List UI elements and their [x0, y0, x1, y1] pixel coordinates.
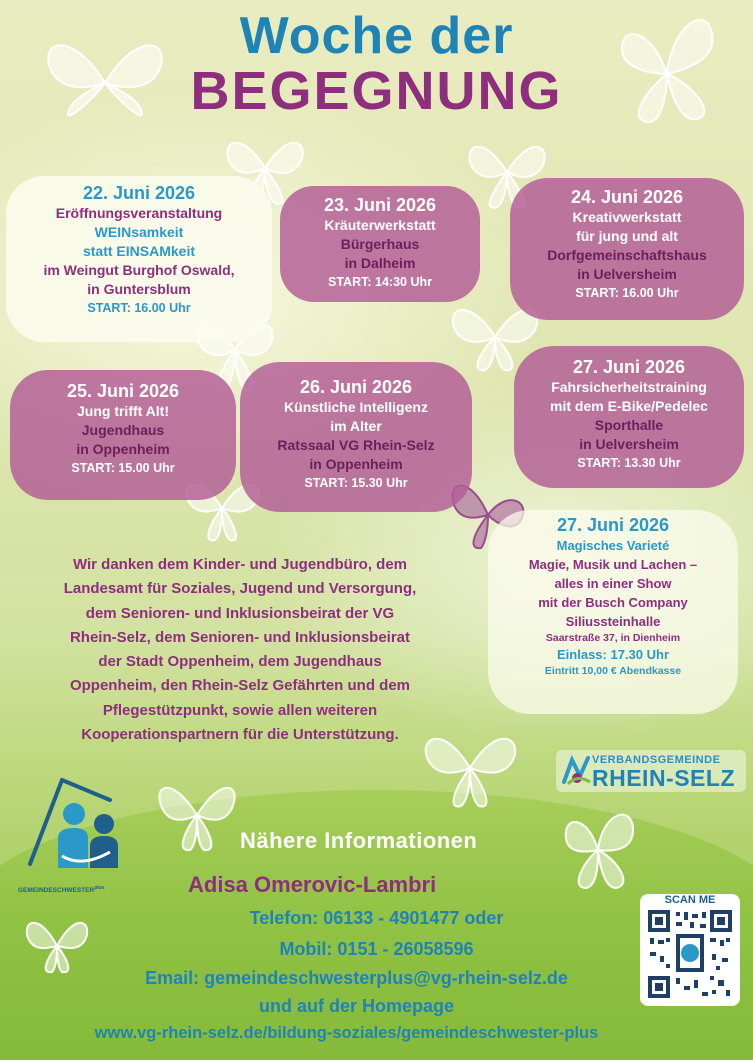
- event-place: in Guntersblum: [87, 281, 191, 297]
- contact-name: Adisa Omerovic-Lambri: [188, 872, 437, 897]
- event-date: 25. Juni 2026: [66, 381, 180, 401]
- event-card-1: [6, 176, 272, 342]
- contact-heading: Nähere Informationen: [240, 828, 478, 853]
- butterfly-icon: [558, 800, 638, 895]
- event-start: START: 14:30 Uhr: [328, 275, 432, 289]
- event-start: START: 16.00 Uhr: [575, 286, 679, 300]
- event-date: 26. Juni 2026: [299, 377, 413, 397]
- event-description: mit der Busch Company: [538, 595, 688, 610]
- gemeindeschwester-logo-text: [18, 885, 104, 894]
- event-date: 24. Juni 2026: [570, 187, 684, 207]
- event-name: statt EINSAMkeit: [82, 243, 196, 259]
- contact-url[interactable]: www.vg-rhein-selz.de/bildung-soziales/gemeindeschwester-plus: [94, 1024, 599, 1042]
- contact-mobile: Mobil: 0151 - 26058596: [279, 939, 474, 959]
- thanks-line: Landesamt für Soziales, Jugend und Versorgung,: [63, 580, 417, 598]
- event-title: Magisches Varieté: [556, 538, 670, 553]
- event-venue: Bürgerhaus: [340, 236, 420, 252]
- event-card-3: [510, 178, 744, 320]
- thanks-line: Oppenheim, den Rhein-Selz Gefährten und dem: [69, 677, 411, 695]
- event-subtitle: mit dem E-Bike/Pedelec: [550, 398, 708, 414]
- event-description: Magie, Musik und Lachen –: [528, 557, 698, 572]
- event-address: Saarstraße 37, in Dienheim: [545, 632, 681, 644]
- event-start: START: 13.30 Uhr: [577, 456, 681, 470]
- event-card-2: [280, 186, 480, 302]
- event-title: Fahrsicherheitstraining: [551, 379, 707, 395]
- event-place: in Oppenheim: [76, 441, 170, 457]
- event-subtitle: für jung und alt: [576, 228, 678, 244]
- thanks-line: Kooperationspartnern für die Unterstützung.: [81, 726, 399, 744]
- event-venue: Dorfgemeinschaftshaus: [547, 247, 707, 263]
- event-date: 22. Juni 2026: [82, 183, 196, 203]
- thanks-line: Rhein-Selz, dem Senioren- und Inklusionsbeirat: [69, 628, 411, 646]
- event-admission: Einlass: 17.30 Uhr: [557, 647, 669, 662]
- event-title: Kräuterwerkstatt: [324, 217, 436, 233]
- event-start: START: 15.30 Uhr: [304, 476, 408, 490]
- gemeindeschwester-logo-icon: [22, 772, 132, 884]
- thanks-line: der Stadt Oppenheim, dem Jugendhaus: [98, 653, 382, 671]
- contact-phone: Telefon: 06133 - 4901477 oder: [249, 908, 504, 928]
- vg-logo-small-text: VERBANDSGEMEINDE: [592, 754, 721, 766]
- event-date: 27. Juni 2026: [556, 515, 670, 535]
- event-start: START: 15.00 Uhr: [71, 461, 175, 475]
- event-card-5: [240, 362, 472, 512]
- event-start: START: 16.00 Uhr: [87, 301, 191, 315]
- event-card-6: [514, 346, 744, 488]
- event-card-4: [10, 370, 236, 500]
- qr-label: SCAN ME: [640, 894, 740, 906]
- qr-code[interactable]: [640, 896, 740, 1006]
- contact-email[interactable]: Email: gemeindeschwesterplus@vg-rhein-selz.de: [145, 968, 568, 988]
- event-title: Kreativwerkstatt: [572, 209, 682, 225]
- event-title: Jung trifft Alt!: [76, 403, 169, 419]
- event-venue: Siliussteinhalle: [565, 614, 661, 629]
- qr-code-icon: [646, 908, 734, 1000]
- event-subtitle: im Alter: [330, 418, 382, 434]
- thanks-line: dem Senioren- und Inklusionsbeirat der VG: [85, 604, 395, 622]
- thanks-text: [10, 553, 470, 747]
- thanks-line: Pflegestützpunkt, sowie allen weiteren: [102, 701, 378, 719]
- event-date: 27. Juni 2026: [572, 357, 686, 377]
- event-title: Künstliche Intelligenz: [284, 399, 428, 415]
- contact-homepage-label: und auf der Homepage: [258, 996, 455, 1016]
- event-venue: Sporthalle: [594, 417, 664, 433]
- thanks-line: Wir danken dem Kinder- und Jugendbüro, dem: [72, 556, 408, 573]
- event-venue: Ratssaal VG Rhein-Selz: [277, 437, 435, 453]
- event-place: in Oppenheim: [309, 456, 403, 472]
- event-place: in Uelversheim: [579, 436, 679, 452]
- event-place: in Uelversheim: [577, 266, 677, 282]
- event-venue: Jugendhaus: [81, 422, 165, 438]
- event-title: Eröffnungsveranstaltung: [55, 205, 223, 221]
- vg-logo-big-text: RHEIN-SELZ: [592, 765, 735, 791]
- event-place: in Dalheim: [344, 255, 416, 271]
- gemeindeschwester-label: GEMEINDESCHWESTER: [18, 887, 95, 895]
- event-price: Eintritt 10,00 € Abendkasse: [544, 665, 682, 677]
- vg-logo-mark-icon: [560, 752, 594, 788]
- gemeindeschwester-sup: plus: [94, 885, 105, 891]
- title-line-1: Woche der: [239, 7, 514, 65]
- event-venue: im Weingut Burghof Oswald,: [43, 262, 235, 278]
- event-card-7: [488, 510, 738, 714]
- event-date: 23. Juni 2026: [323, 195, 437, 215]
- title-line-2: BEGEGNUNG: [190, 61, 563, 121]
- event-name: WEINsamkeit: [94, 224, 184, 240]
- butterfly-icon: [152, 770, 242, 855]
- event-description: alles in einer Show: [554, 576, 672, 591]
